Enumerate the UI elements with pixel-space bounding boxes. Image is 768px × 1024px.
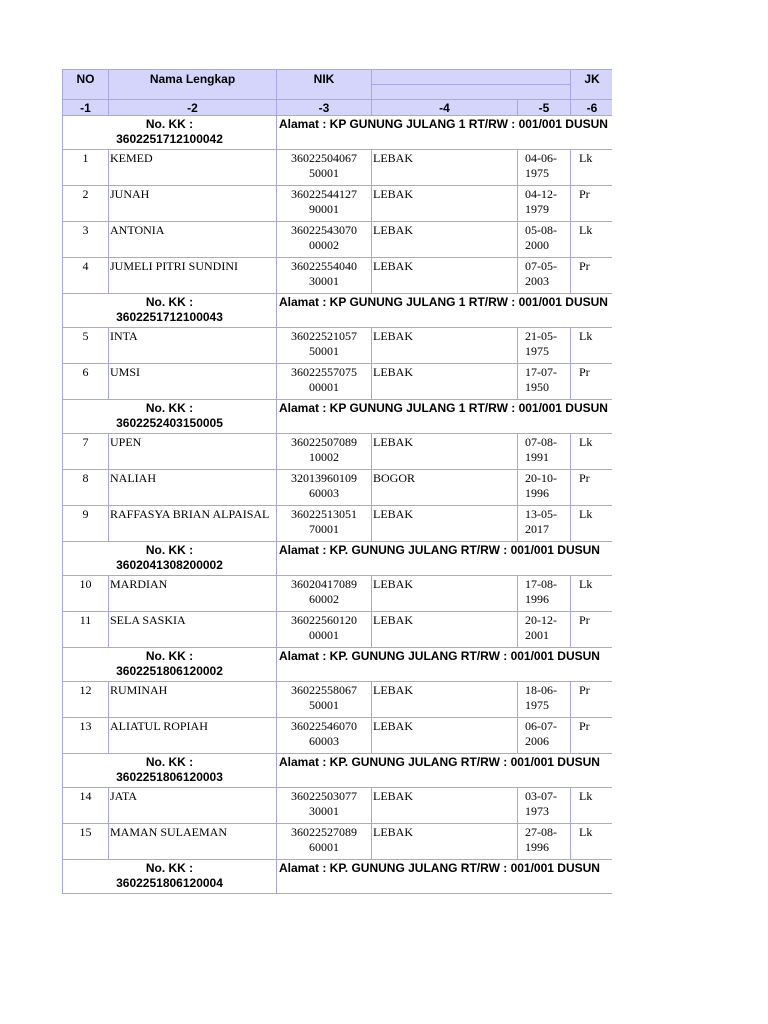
header-nama-lengkap: Nama Lengkap [109,70,277,100]
family-card-row [63,400,613,434]
tanggal-part-1: 04-06- [525,151,557,165]
table-row [63,186,613,222]
cell-nik [277,150,372,186]
cell-nik [277,186,372,222]
header-merged-blank [372,70,571,100]
cell-nama: KEMED [109,150,277,186]
cell-nik [277,576,372,612]
cell-jk: Pr [571,470,613,506]
cell-tanggal-lahir [518,434,571,470]
nik-part-1: 36022521057 [291,329,357,343]
kk-number-cell [63,116,277,150]
kk-number: 3602251712100043 [116,310,223,324]
tanggal-part-2: 2006 [525,734,549,748]
header-colnum-2: -2 [109,100,277,116]
nik-part-1: 36020417089 [291,577,357,591]
nik-part-2: 60001 [309,840,339,854]
nik-part-1: 36022558067 [291,683,357,697]
nik-part-2: 50001 [309,166,339,180]
header-row-titles [63,70,613,100]
table-row [63,824,613,860]
cell-no: 9 [63,506,109,542]
cell-nik [277,506,372,542]
tanggal-part-2: 1950 [525,380,549,394]
kk-address: Alamat : KP GUNUNG JULANG 1 RT/RW : 001/001 DUSUN [277,400,613,434]
cell-no: 1 [63,150,109,186]
nik-part-1: 36022503077 [291,789,357,803]
cell-nik [277,328,372,364]
cell-nama: ANTONIA [109,222,277,258]
family-card-row [63,754,613,788]
cell-nama: RAFFASYA BRIAN ALPAISAL [109,506,277,542]
tanggal-part-1: 17-08- [525,577,557,591]
kk-label: No. KK : [145,117,194,131]
cell-jk: Lk [571,328,613,364]
table-row [63,576,613,612]
nik-part-1: 36022557075 [291,365,357,379]
cell-jk: Lk [571,576,613,612]
cell-tanggal-lahir [518,682,571,718]
tanggal-part-2: 1996 [525,592,549,606]
nik-part-2: 90001 [309,202,339,216]
cell-tanggal-lahir [518,824,571,860]
cell-tanggal-lahir [518,222,571,258]
tanggal-part-2: 1979 [525,202,549,216]
nik-part-2: 30001 [309,274,339,288]
kk-address: Alamat : KP. GUNUNG JULANG RT/RW : 001/001 DUSUN [277,648,613,682]
kk-address: Alamat : KP GUNUNG JULANG 1 RT/RW : 001/001 DUSUN [277,116,613,150]
cell-tempat-lahir: LEBAK [372,364,518,400]
cell-tanggal-lahir [518,788,571,824]
cell-jk: Lk [571,434,613,470]
table-row [63,258,613,294]
cell-nama: INTA [109,328,277,364]
nik-part-2: 00001 [309,628,339,642]
tanggal-part-1: 20-12- [525,613,557,627]
header-jk: JK [571,70,613,100]
header-nik: NIK [277,70,372,100]
cell-jk: Pr [571,718,613,754]
nik-part-2: 00001 [309,380,339,394]
cell-nik [277,682,372,718]
resident-table-sheet [62,69,612,930]
cell-tempat-lahir: BOGOR [372,470,518,506]
tanggal-part-2: 1996 [525,840,549,854]
tanggal-part-2: 1975 [525,166,549,180]
kk-number-cell [63,542,277,576]
cell-no: 6 [63,364,109,400]
kk-number: 3602252403150005 [116,416,223,430]
tanggal-part-1: 06-07- [525,719,557,733]
cell-no: 7 [63,434,109,470]
cell-jk: Pr [571,364,613,400]
kk-number-cell [63,860,277,894]
cell-nama: MAMAN SULAEMAN [109,824,277,860]
tanggal-part-2: 2000 [525,238,549,252]
cell-nik [277,788,372,824]
cell-jk: Lk [571,150,613,186]
kk-number: 3602251806120003 [116,770,223,784]
cell-tempat-lahir: LEBAK [372,434,518,470]
cell-nama: MARDIAN [109,576,277,612]
nik-part-1: 36022543070 [291,223,357,237]
nik-part-1: 36022546070 [291,719,357,733]
tanggal-part-1: 27-08- [525,825,557,839]
cell-tanggal-lahir [518,470,571,506]
tanggal-part-2: 1991 [525,450,549,464]
cell-tempat-lahir: LEBAK [372,328,518,364]
cell-nik [277,612,372,648]
family-card-row [63,648,613,682]
kk-label: No. KK : [145,649,194,663]
header-no: NO [63,70,109,100]
cell-no: 3 [63,222,109,258]
table-row [63,434,613,470]
kk-number: 3602041308200002 [116,558,223,572]
family-card-row [63,116,613,150]
nik-part-2: 60003 [309,486,339,500]
cell-nik [277,470,372,506]
nik-part-2: 60002 [309,592,339,606]
cell-no: 12 [63,682,109,718]
tanggal-part-2: 2003 [525,274,549,288]
cell-jk: Lk [571,506,613,542]
kk-address: Alamat : KP. GUNUNG JULANG RT/RW : 001/001 DUSUN [277,860,613,894]
nik-part-1: 36022513051 [291,507,357,521]
cell-nik [277,434,372,470]
cell-no: 8 [63,470,109,506]
tanggal-part-2: 1975 [525,344,549,358]
cell-tempat-lahir: LEBAK [372,682,518,718]
tanggal-part-1: 20-10- [525,471,557,485]
cell-nama: JATA [109,788,277,824]
table-row [63,364,613,400]
table-row [63,612,613,648]
table-row [63,682,613,718]
cell-jk: Pr [571,682,613,718]
cell-no: 11 [63,612,109,648]
cell-tempat-lahir: LEBAK [372,612,518,648]
kk-label: No. KK : [145,295,194,309]
header-row-numbers [63,100,613,116]
nik-part-1: 36022507089 [291,435,357,449]
kk-label: No. KK : [145,861,194,875]
table-row [63,470,613,506]
kk-address: Alamat : KP GUNUNG JULANG 1 RT/RW : 001/001 DUSUN [277,294,613,328]
cell-nik [277,222,372,258]
cell-jk: Lk [571,824,613,860]
cell-nama: UPEN [109,434,277,470]
nik-part-2: 30001 [309,804,339,818]
cell-tempat-lahir: LEBAK [372,576,518,612]
cell-tanggal-lahir [518,258,571,294]
kk-number-cell [63,294,277,328]
cell-jk: Pr [571,186,613,222]
cell-tempat-lahir: LEBAK [372,788,518,824]
tanggal-part-1: 07-08- [525,435,557,449]
tanggal-part-2: 1973 [525,804,549,818]
nik-part-1: 36022554040 [291,259,357,273]
tanggal-part-1: 18-06- [525,683,557,697]
nik-part-1: 36022560120 [291,613,357,627]
nik-part-2: 60003 [309,734,339,748]
nik-part-2: 10002 [309,450,339,464]
nik-part-2: 00002 [309,238,339,252]
header-colnum-6: -6 [571,100,613,116]
family-card-row [63,860,613,894]
kk-address: Alamat : KP. GUNUNG JULANG RT/RW : 001/001 DUSUN [277,754,613,788]
cell-nama: RUMINAH [109,682,277,718]
cell-nama: JUMELI PITRI SUNDINI [109,258,277,294]
nik-part-2: 50001 [309,344,339,358]
kk-number-cell [63,400,277,434]
header-colnum-3: -3 [277,100,372,116]
tanggal-part-2: 1975 [525,698,549,712]
tanggal-part-1: 13-05- [525,507,557,521]
cell-jk: Pr [571,258,613,294]
cell-nama: SELA SASKIA [109,612,277,648]
cell-tanggal-lahir [518,576,571,612]
table-row [63,222,613,258]
cell-tempat-lahir: LEBAK [372,258,518,294]
cell-no: 5 [63,328,109,364]
tanggal-part-2: 2001 [525,628,549,642]
cell-tanggal-lahir [518,186,571,222]
family-card-row [63,542,613,576]
nik-part-1: 36022544127 [291,187,357,201]
cell-nik [277,824,372,860]
tanggal-part-1: 03-07- [525,789,557,803]
cell-jk: Pr [571,612,613,648]
header-colnum-1: -1 [63,100,109,116]
header-colnum-5: -5 [518,100,571,116]
cell-nik [277,258,372,294]
cell-no: 14 [63,788,109,824]
tanggal-part-1: 21-05- [525,329,557,343]
kk-number-cell [63,648,277,682]
cell-tanggal-lahir [518,612,571,648]
nik-part-2: 70001 [309,522,339,536]
table-body [63,70,613,894]
kk-number: 3602251806120004 [116,876,223,890]
table-row [63,718,613,754]
cell-nama: UMSI [109,364,277,400]
cell-tempat-lahir: LEBAK [372,150,518,186]
cell-no: 4 [63,258,109,294]
tanggal-part-1: 07-05- [525,259,557,273]
cell-nik [277,718,372,754]
cell-jk: Lk [571,222,613,258]
cell-tanggal-lahir [518,150,571,186]
tanggal-part-1: 05-08- [525,223,557,237]
cell-tempat-lahir: LEBAK [372,506,518,542]
cell-tempat-lahir: LEBAK [372,824,518,860]
cell-no: 10 [63,576,109,612]
kk-label: No. KK : [145,543,194,557]
cell-tempat-lahir: LEBAK [372,186,518,222]
cell-tanggal-lahir [518,506,571,542]
table-row [63,328,613,364]
nik-part-1: 32013960109 [291,471,357,485]
cell-no: 13 [63,718,109,754]
cell-nik [277,364,372,400]
table-row [63,506,613,542]
cell-no: 15 [63,824,109,860]
kk-label: No. KK : [145,401,194,415]
cell-nama: ALIATUL ROPIAH [109,718,277,754]
cell-tanggal-lahir [518,364,571,400]
tanggal-part-2: 1996 [525,486,549,500]
family-card-row [63,294,613,328]
kk-number: 3602251806120002 [116,664,223,678]
cell-nama: JUNAH [109,186,277,222]
cell-tanggal-lahir [518,718,571,754]
kk-address: Alamat : KP. GUNUNG JULANG RT/RW : 001/001 DUSUN [277,542,613,576]
tanggal-part-1: 04-12- [525,187,557,201]
cell-no: 2 [63,186,109,222]
resident-table [62,69,612,894]
table-row [63,788,613,824]
kk-number: 3602251712100042 [116,132,223,146]
cell-tanggal-lahir [518,328,571,364]
header-colnum-4: -4 [372,100,518,116]
cell-tempat-lahir: LEBAK [372,718,518,754]
cell-jk: Lk [571,788,613,824]
kk-number-cell [63,754,277,788]
table-row [63,150,613,186]
cell-nama: NALIAH [109,470,277,506]
tanggal-part-1: 17-07- [525,365,557,379]
tanggal-part-2: 2017 [525,522,549,536]
cell-tempat-lahir: LEBAK [372,222,518,258]
nik-part-2: 50001 [309,698,339,712]
nik-part-1: 36022527089 [291,825,357,839]
nik-part-1: 36022504067 [291,151,357,165]
kk-label: No. KK : [145,755,194,769]
